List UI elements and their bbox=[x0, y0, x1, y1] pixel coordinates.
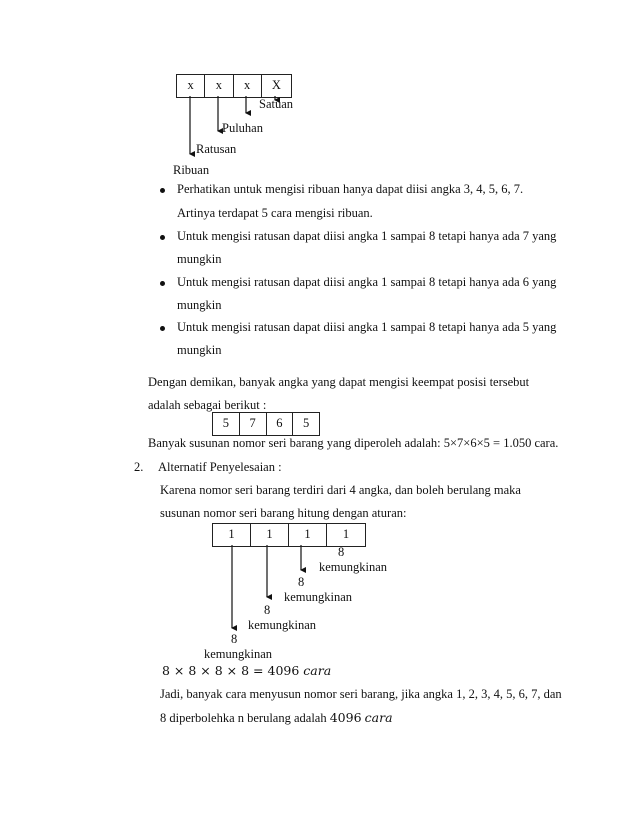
bullet-3-line2: mungkin bbox=[177, 298, 222, 312]
position-cell: x bbox=[205, 75, 233, 97]
serial-cell: 1 bbox=[251, 524, 289, 546]
kem-label-1: kemungkinan bbox=[204, 647, 273, 661]
count-cell: 7 bbox=[240, 413, 267, 435]
count-cell: 6 bbox=[267, 413, 294, 435]
bullet-3-line1: Untuk mengisi ratusan dapat diisi angka 1 sampai 8 tetapi hanya ada 6 yang bbox=[177, 275, 557, 289]
equation bbox=[162, 663, 331, 678]
label-ratusan: Ratusan bbox=[196, 142, 237, 156]
bullet-icon bbox=[160, 281, 165, 286]
kem-value-4: 8 bbox=[338, 545, 345, 559]
serial-box-row bbox=[212, 523, 366, 547]
conclusion-line2: adalah sebagai berikut : bbox=[148, 398, 267, 412]
kem-value-3: 8 bbox=[298, 575, 305, 589]
total-line: Banyak susunan nomor seri barang yang diperoleh adalah: 5×7×6×5 = 1.050 cara. bbox=[148, 436, 559, 450]
final-unit: cara bbox=[364, 710, 393, 725]
section-number: 2. bbox=[134, 460, 144, 474]
label-satuan: Satuan bbox=[259, 97, 294, 111]
kem-label-4: kemungkinan bbox=[319, 560, 388, 574]
final-value: 4096 bbox=[329, 710, 362, 725]
position-cell: x bbox=[234, 75, 262, 97]
serial-cell: 1 bbox=[213, 524, 251, 546]
count-box-row bbox=[212, 412, 320, 436]
kem-value-2: 8 bbox=[264, 603, 271, 617]
count-cell: 5 bbox=[213, 413, 240, 435]
section-para-line1: Karena nomor seri barang terdiri dari 4 angka, dan boleh berulang maka bbox=[160, 483, 521, 497]
label-ribuan: Ribuan bbox=[173, 163, 210, 177]
bullet-2-line2: mungkin bbox=[177, 252, 222, 266]
kem-label-3: kemungkinan bbox=[284, 590, 353, 604]
bullet-2-line1: Untuk mengisi ratusan dapat diisi angka 1 sampai 8 tetapi hanya ada 7 yang bbox=[177, 229, 557, 243]
final-line1: Jadi, banyak cara menyusun nomor seri barang, jika angka 1, 2, 3, 4, 5, 6, 7, dan bbox=[160, 687, 562, 701]
kem-label-2: kemungkinan bbox=[248, 618, 317, 632]
position-cell: X bbox=[271, 78, 281, 92]
bullet-icon bbox=[160, 235, 165, 240]
label-puluhan: Puluhan bbox=[222, 121, 263, 135]
bullet-icon bbox=[160, 326, 165, 331]
bullet-1-line2: Artinya terdapat 5 cara mengisi ribuan. bbox=[177, 206, 373, 220]
bullet-1-line1: Perhatikan untuk mengisi ribuan hanya dapat diisi angka 3, 4, 5, 6, 7. bbox=[177, 182, 524, 196]
final-line2 bbox=[160, 710, 393, 726]
bullet-4-line1: Untuk mengisi ratusan dapat diisi angka 1 sampai 8 tetapi hanya ada 5 yang bbox=[177, 320, 557, 334]
serial-cell: 1 bbox=[342, 527, 350, 541]
equation-unit: cara bbox=[303, 663, 332, 678]
section-para-line2: susunan nomor seri barang hitung dengan aturan: bbox=[160, 506, 407, 520]
conclusion-line1: Dengan demikan, banyak angka yang dapat mengisi keempat posisi tersebut bbox=[148, 375, 530, 389]
equation-expression: 8 × 8 × 8 × 8 = 4096 bbox=[162, 663, 300, 678]
serial-cell: 1 bbox=[289, 524, 327, 546]
count-cell: 5 bbox=[303, 416, 310, 430]
position-cell: x bbox=[177, 75, 205, 97]
bullet-icon bbox=[160, 188, 165, 193]
kem-value-1: 8 bbox=[231, 632, 238, 646]
final-text: 8 diperbolehka n berulang adalah bbox=[160, 711, 327, 725]
section-title: Alternatif Penyelesaian : bbox=[158, 460, 282, 474]
bullet-4-line2: mungkin bbox=[177, 343, 222, 357]
